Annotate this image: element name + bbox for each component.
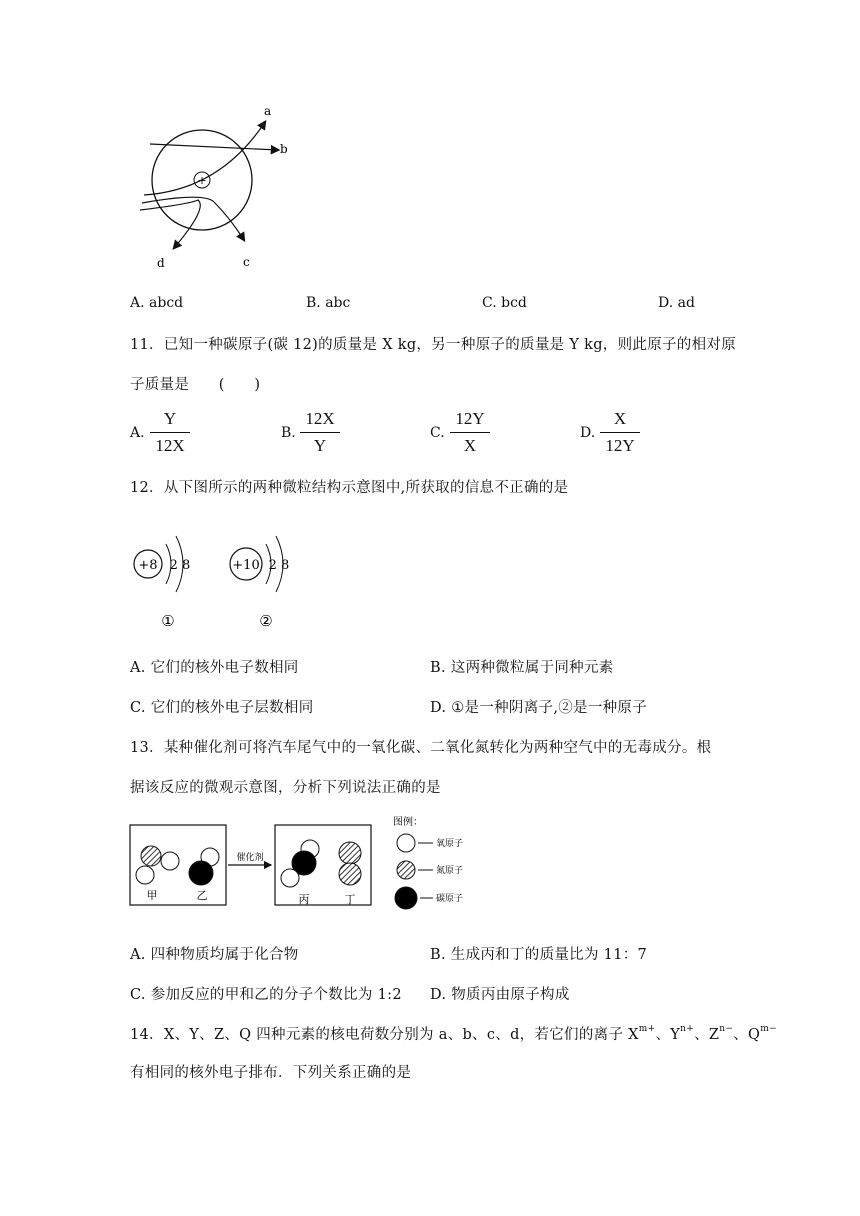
catalyst-label: 催化剂 — [236, 853, 264, 863]
fraction-denominator: 12X — [155, 436, 185, 455]
q11-option-c-fraction — [450, 409, 490, 456]
q11-option-b-fraction — [300, 409, 340, 456]
q11-stem-line1: 11．已知一种碳原子(碳 12)的质量是 X kg，另一种原子的质量是 Y kg，则此原子的相对原 — [130, 337, 736, 353]
particle2-shells: 2 8 — [268, 558, 290, 573]
path-label-d: d — [157, 256, 165, 270]
q10-option-a: A. abcd — [130, 295, 184, 311]
particle-structure-diagram — [128, 528, 318, 638]
label-jia: 甲 — [146, 889, 158, 902]
q11-option-b-label: B. — [281, 425, 296, 441]
q12-option-c: C. 它们的核外电子层数相同 — [130, 700, 314, 716]
fraction-denominator: 12Y — [605, 436, 635, 455]
q11-option-a-fraction — [150, 409, 190, 456]
particle2-nucleus: +10 — [232, 558, 260, 573]
ion-y: Y — [670, 1027, 681, 1043]
reaction-micro-diagram — [128, 815, 498, 915]
ion-charge-x: m+ — [638, 1024, 656, 1034]
alpha-scattering-figure — [130, 100, 310, 275]
fraction-denominator: X — [463, 436, 477, 455]
fraction-numerator: 12Y — [455, 409, 485, 428]
legend-carbon: 碳原子 — [436, 894, 464, 904]
q13-option-c: C. 参加反应的甲和乙的分子个数比为 1:2 — [130, 987, 402, 1003]
q13-stem-line1: 13．某种催化剂可将汽车尾气中的一氧化碳、二氧化氮转化为两种空气中的无毒成分。根 — [130, 740, 712, 756]
nucleus-sign: + — [197, 174, 207, 187]
q10-option-c: C. bcd — [482, 295, 527, 311]
particle1-mark: ① — [161, 612, 175, 630]
q11-option-a-label: A. — [130, 425, 145, 441]
q12-option-b: B. 这两种微粒属于同种元素 — [430, 660, 614, 676]
particle1-nucleus: +8 — [138, 558, 158, 573]
fraction-denominator: Y — [313, 436, 327, 455]
path-label-c: c — [243, 255, 250, 269]
path-label-a: a — [264, 104, 272, 118]
legend-nitrogen: 氮原子 — [436, 866, 464, 876]
q14-stem-text: 14．X、Y、Z、Q 四种元素的核电荷数分别为 a、b、c、d，若它们的离子 X — [130, 1027, 639, 1043]
q11-option-d-fraction — [600, 409, 640, 456]
fraction-numerator: 12X — [305, 409, 335, 428]
ion-charge-q: m− — [760, 1024, 777, 1034]
fraction-numerator: X — [613, 409, 627, 428]
particle1-shells: 2 8 — [169, 558, 191, 573]
q11-stem-line2: 子质量是 ( ) — [130, 377, 261, 393]
ion-z: Z — [708, 1027, 720, 1043]
path-label-b: b — [280, 142, 288, 156]
q14-stem-line1: 14．X、Y、Z、Q 四种元素的核电荷数分别为 a、b、c、d，若它们的离子 $X^{m+}$、$Y^{n+}$、$Z^{n-}$、$Q^{m-}$ — [130, 1024, 777, 1043]
q13-option-d: D. 物质丙由原子构成 — [430, 987, 570, 1003]
q13-option-b: B. 生成丙和丁的质量比为 11：7 — [430, 947, 648, 963]
q10-option-d: D. ad — [658, 295, 695, 311]
q12-option-d: D. ①是一种阴离子,②是一种原子 — [430, 700, 648, 716]
q13-option-a: A. 四种物质均属于化合物 — [130, 947, 299, 963]
q11-option-c-label: C. — [430, 425, 445, 441]
particle2-mark: ② — [259, 612, 273, 630]
q11-option-d-label: D. — [580, 425, 596, 441]
legend-title: 图例： — [393, 817, 423, 828]
label-bing: 丙 — [298, 893, 310, 906]
ion-q: Q — [748, 1027, 761, 1043]
ion-charge-y: n+ — [680, 1024, 695, 1034]
q13-stem-line2: 据该反应的微观示意图，分析下列说法正确的是 — [130, 780, 441, 796]
legend-oxygen: 氧原子 — [436, 839, 464, 849]
fraction-numerator: Y — [163, 409, 177, 428]
q12-stem: 12．从下图所示的两种微粒结构示意图中,所获取的信息不正确的是 — [130, 480, 569, 496]
label-yi: 乙 — [196, 889, 208, 902]
q12-option-a: A. 它们的核外电子数相同 — [130, 660, 299, 676]
q14-stem-line2: 有相同的核外电子排布．下列关系正确的是 — [130, 1065, 412, 1081]
label-ding: 丁 — [344, 893, 356, 906]
ion-charge-z: n− — [719, 1024, 734, 1034]
q10-option-b: B. abc — [306, 295, 351, 311]
